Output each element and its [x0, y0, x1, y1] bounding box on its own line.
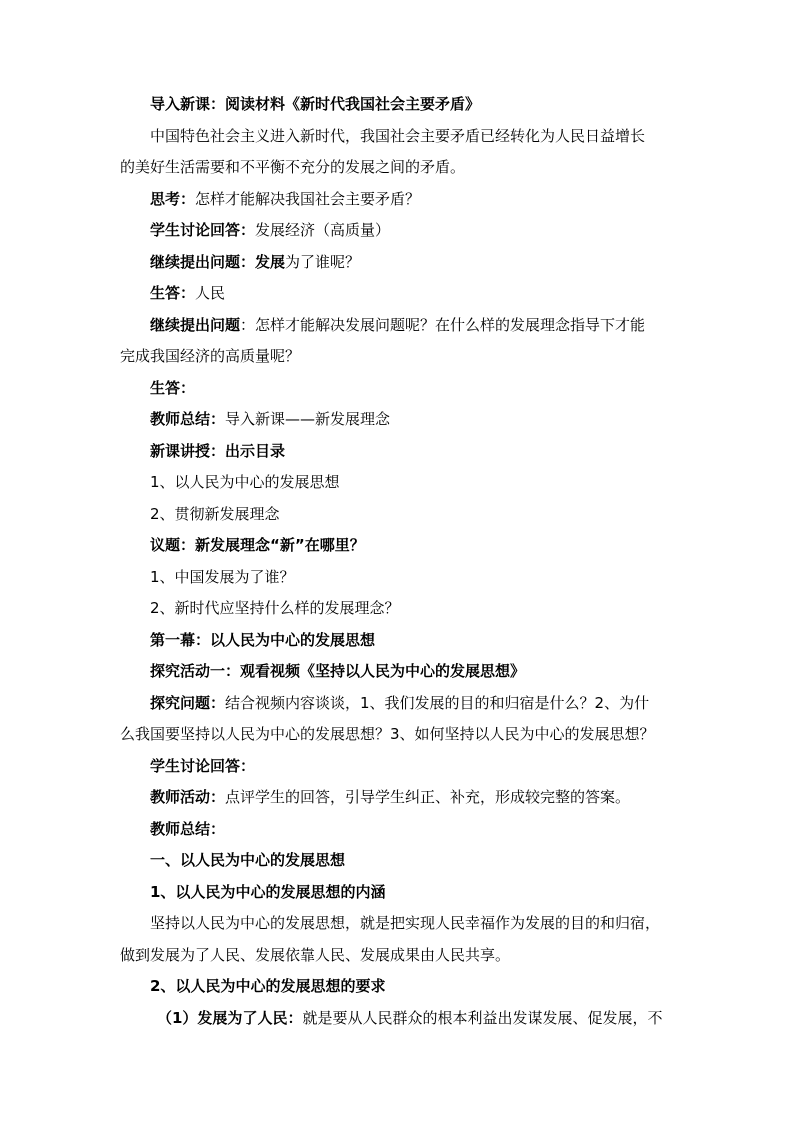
question-line-continued	[120, 341, 678, 373]
body-text: 点评学生的回答，引导学生纠正、补充，形成较完整的答案。	[225, 788, 631, 806]
body-text: 导入新课——新发展理念	[225, 410, 391, 428]
heading-text: 议题：新发展理念“新”在哪里？	[150, 536, 365, 554]
answer-line	[120, 373, 678, 405]
body-text: 结合视频内容谈谈，1、我们发展的目的和归宿是什么？2、为什	[225, 693, 650, 712]
section-heading-new-lesson	[120, 436, 678, 468]
label-text: 探究问题：	[150, 693, 226, 712]
label-text: 继续提出问题	[150, 315, 241, 334]
body-text: 发展经济（高质量）	[255, 221, 391, 239]
discussion-line	[120, 751, 678, 783]
heading-text: 探究活动一：观看视频《坚持以人民为中心的发展思想》	[150, 662, 526, 680]
outline-text: 1、以人民为中心的发展思想	[150, 473, 340, 491]
paragraph-text: 坚持以人民为中心的发展思想，就是把实现人民幸福作为发展的目的和归宿，	[150, 914, 661, 932]
teacher-activity-line	[120, 782, 678, 814]
topic-question	[120, 593, 678, 625]
label-text: （1）发展为了人民：	[157, 1008, 303, 1027]
answer-line	[120, 215, 678, 247]
topic-question	[120, 562, 678, 594]
heading-text: 第一幕：以人民为中心的发展思想	[150, 630, 376, 649]
heading-text: 一、以人民为中心的发展思想	[150, 851, 346, 869]
heading-text: 新课讲授：出示目录	[150, 441, 286, 460]
body-text: 人民	[195, 284, 226, 302]
answer-line	[120, 278, 678, 310]
subsection-heading	[120, 877, 678, 909]
activity-heading	[120, 656, 678, 688]
body-text: ：怎样才能解决发展问题呢？在什么样的发展理念指导下才能	[240, 315, 646, 334]
question-text: 1、中国发展为了谁？	[150, 567, 295, 586]
heading-text: 2、以人民为中心的发展思想的要求	[150, 977, 386, 995]
label-text: 教师总结：	[150, 410, 226, 428]
inquiry-question	[120, 688, 678, 720]
label-text: 生答：	[150, 378, 196, 397]
label-text: 学生讨论回答：	[150, 221, 256, 239]
label-text: 继续提出问题：发展	[150, 252, 286, 271]
paragraph-text: 的美好生活需要和不平衡不充分的发展之间的矛盾。	[120, 158, 466, 176]
heading-text: 1、以人民为中心的发展思想的内涵	[150, 882, 386, 901]
question-line	[120, 310, 678, 342]
paragraph-text: 做到发展为了人民、发展依靠人民、发展成果由人民共享。	[120, 945, 511, 964]
inquiry-question-continued	[120, 719, 678, 751]
paragraph-line	[120, 121, 678, 153]
act-heading	[120, 625, 678, 657]
label-text: 生答：	[150, 284, 196, 302]
paragraph-text: 中国特色社会主义进入新时代，我国社会主要矛盾已经转化为人民日益增长	[150, 126, 646, 145]
subsection-heading	[120, 971, 678, 1003]
section-heading-one	[120, 845, 678, 877]
lesson-plan-body	[120, 89, 678, 1034]
section-heading-intro	[120, 89, 678, 121]
question-line	[120, 184, 678, 216]
body-text: 完成我国经济的高质量呢？	[120, 347, 301, 365]
paragraph-line	[120, 152, 678, 184]
question-line	[120, 247, 678, 279]
label-text: 思考：	[150, 189, 196, 208]
outline-text: 2、贯彻新发展理念	[150, 504, 280, 523]
body-text: 怎样才能解决我国社会主要矛盾？	[195, 189, 421, 208]
label-text: 学生讨论回答：	[150, 756, 256, 775]
paragraph-line	[120, 908, 678, 940]
outline-item	[120, 499, 678, 531]
question-text: 2、新时代应坚持什么样的发展理念？	[150, 599, 400, 617]
summary-line	[120, 814, 678, 846]
heading-text: 导入新课：阅读材料《新时代我国社会主要矛盾》	[150, 95, 481, 113]
topic-heading	[120, 530, 678, 562]
requirement-line	[120, 1003, 678, 1035]
summary-line	[120, 404, 678, 436]
body-text: 么我国要坚持以人民为中心的发展思想？3、如何坚持以人民为中心的发展思想？	[120, 725, 655, 743]
outline-item	[120, 467, 678, 499]
label-text: 教师总结：	[150, 819, 226, 838]
label-text: 教师活动：	[150, 788, 226, 806]
body-text: 为了谁呢？	[285, 252, 361, 271]
body-text: 就是要从人民群众的根本利益出发谋发展、促发展，不	[302, 1008, 663, 1027]
paragraph-line	[120, 940, 678, 972]
